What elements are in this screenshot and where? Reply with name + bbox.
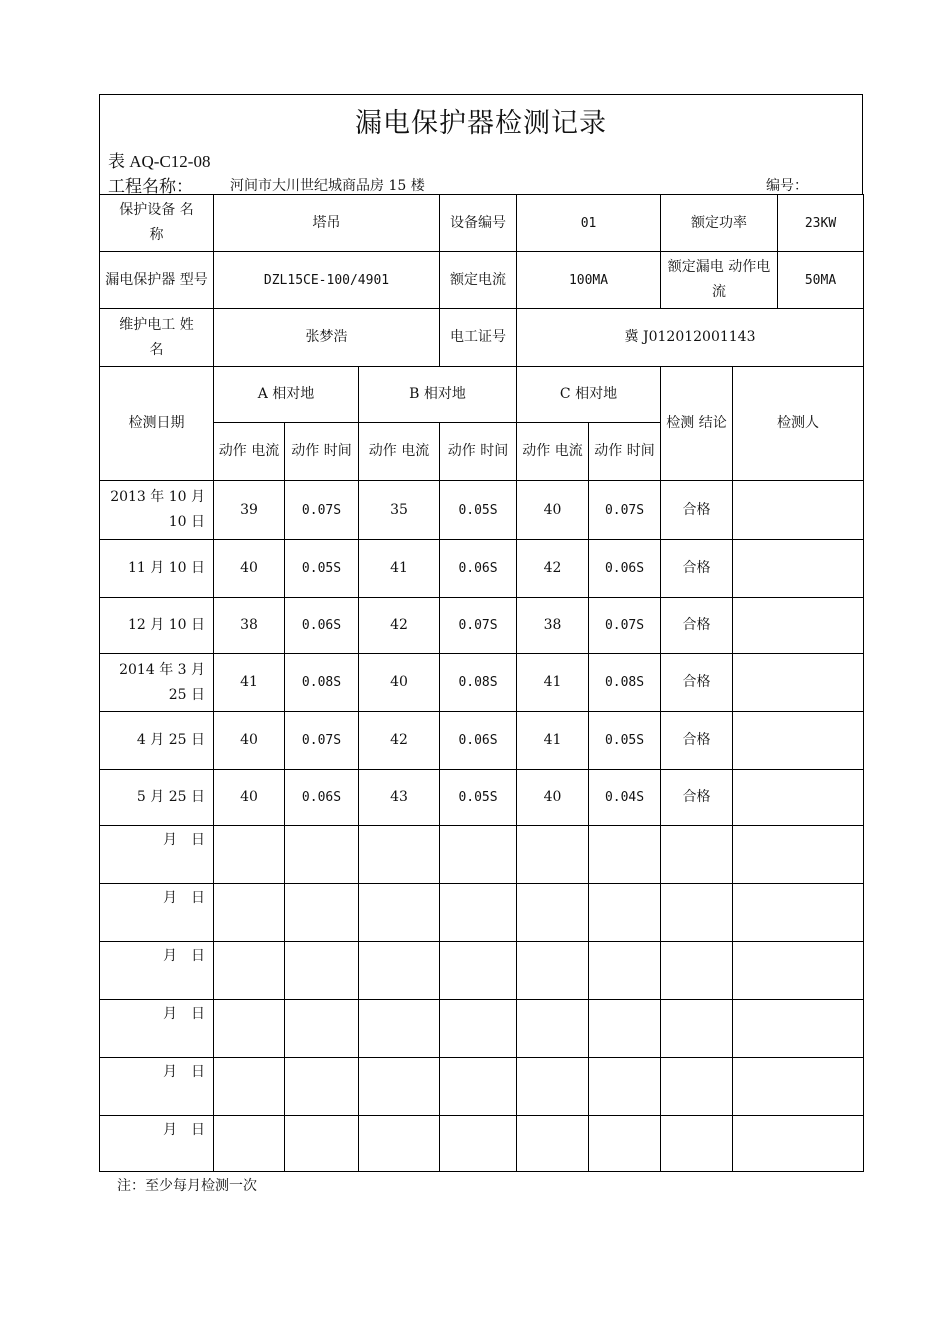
phase-a-time-cell: 0.07S (285, 481, 359, 540)
phase-b-current-header: 动作 电流 (359, 423, 440, 481)
date-cell: 月 日 (100, 1058, 214, 1116)
phase-a-time-cell: 0.07S (285, 712, 359, 770)
phase-a-current-cell: 38 (214, 598, 285, 654)
phase-b-current-cell: 35 (359, 481, 440, 540)
phase-a-current-cell (214, 884, 285, 942)
result-cell: 合格 (661, 654, 733, 712)
project-value: 河间市大川世纪城商品房 15 楼 (230, 178, 425, 194)
table-row (100, 481, 864, 540)
result-cell: 合格 (661, 598, 733, 654)
phase-b-time-cell: 0.07S (440, 598, 517, 654)
page-title: 漏电保护器检测记录 (355, 108, 607, 139)
phase-a-current-cell: 40 (214, 712, 285, 770)
leak-current-value: 50MA (778, 252, 864, 309)
result-cell (661, 826, 733, 884)
phase-a-current-cell (214, 942, 285, 1000)
phase-a-time-cell: 0.06S (285, 598, 359, 654)
phase-a-time-cell: 0.06S (285, 770, 359, 826)
result-cell: 合格 (661, 712, 733, 770)
table-row (100, 770, 864, 826)
rated-current-value: 100MA (517, 252, 661, 309)
phase-b-time-cell: 0.05S (440, 770, 517, 826)
phase-b-current-cell (359, 942, 440, 1000)
device-name-value: 塔吊 (214, 195, 440, 252)
phase-c-time-cell: 0.06S (589, 540, 661, 598)
result-cell: 合格 (661, 770, 733, 826)
date-cell: 2014 年 3 月 25 日 (100, 654, 214, 712)
phase-c-current-header: 动作 电流 (517, 423, 589, 481)
phase-c-time-header: 动作 时间 (589, 423, 661, 481)
phase-c-header: C 相对地 (517, 367, 661, 423)
phase-a-current-cell (214, 1058, 285, 1116)
phase-b-header: B 相对地 (359, 367, 517, 423)
phase-b-time-cell (440, 826, 517, 884)
cert-value: 冀 J012012001143 (517, 309, 864, 367)
phase-c-current-cell: 40 (517, 481, 589, 540)
phase-b-time-cell (440, 1116, 517, 1172)
phase-a-time-cell (285, 942, 359, 1000)
phase-b-current-cell: 42 (359, 712, 440, 770)
phase-c-current-cell (517, 1058, 589, 1116)
phase-c-current-cell (517, 1000, 589, 1058)
electrician-label: 维护电工 姓 名 (100, 309, 214, 367)
phase-a-current-cell: 41 (214, 654, 285, 712)
result-cell (661, 884, 733, 942)
inspector-cell (733, 598, 864, 654)
table-row (100, 942, 864, 1000)
phase-b-time-cell: 0.08S (440, 654, 517, 712)
phase-a-time-cell (285, 1000, 359, 1058)
phase-c-time-cell: 0.04S (589, 770, 661, 826)
inspector-cell (733, 540, 864, 598)
phase-b-time-cell: 0.06S (440, 540, 517, 598)
cert-label: 电工证号 (440, 309, 517, 367)
inspector-cell (733, 1058, 864, 1116)
inspector-header: 检测人 (733, 367, 864, 481)
leak-current-label: 额定漏电 动作电流 (661, 252, 778, 309)
phase-c-current-cell: 41 (517, 712, 589, 770)
table-row (100, 884, 864, 942)
phase-b-time-cell (440, 1058, 517, 1116)
table-row (100, 826, 864, 884)
table-row (100, 598, 864, 654)
date-cell: 月 日 (100, 884, 214, 942)
date-cell: 2013 年 10 月 10 日 (100, 481, 214, 540)
form-header (99, 94, 863, 197)
phase-a-time-cell (285, 826, 359, 884)
device-no-label: 设备编号 (440, 195, 517, 252)
phase-a-current-cell: 40 (214, 770, 285, 826)
device-no-value: 01 (517, 195, 661, 252)
inspector-cell (733, 481, 864, 540)
table-row (100, 540, 864, 598)
phase-b-current-cell (359, 826, 440, 884)
phase-c-current-cell: 38 (517, 598, 589, 654)
phase-c-time-cell (589, 1058, 661, 1116)
conclusion-header: 检测 结论 (661, 367, 733, 481)
result-cell (661, 1058, 733, 1116)
date-cell: 5 月 25 日 (100, 770, 214, 826)
result-cell (661, 1000, 733, 1058)
phase-c-time-cell: 0.05S (589, 712, 661, 770)
phase-c-time-cell: 0.07S (589, 598, 661, 654)
phase-b-time-cell (440, 942, 517, 1000)
result-cell: 合格 (661, 481, 733, 540)
phase-a-time-cell (285, 884, 359, 942)
phase-c-current-cell: 41 (517, 654, 589, 712)
rated-power-label: 额定功率 (661, 195, 778, 252)
phase-c-current-cell (517, 1116, 589, 1172)
phase-b-current-cell: 40 (359, 654, 440, 712)
result-cell (661, 942, 733, 1000)
model-value: DZL15CE-100/4901 (214, 252, 440, 309)
phase-b-time-header: 动作 时间 (440, 423, 517, 481)
rated-power-value: 23KW (778, 195, 864, 252)
phase-c-time-cell: 0.07S (589, 481, 661, 540)
phase-a-current-header: 动作 电流 (214, 423, 285, 481)
phase-c-time-cell (589, 826, 661, 884)
project-label: 工程名称： (108, 177, 193, 197)
phase-a-current-cell: 40 (214, 540, 285, 598)
inspection-table (99, 194, 864, 1172)
date-cell: 月 日 (100, 1000, 214, 1058)
table-row (100, 1000, 864, 1058)
phase-c-time-cell (589, 884, 661, 942)
phase-c-time-cell: 0.08S (589, 654, 661, 712)
device-name-label: 保护设备 名 称 (100, 195, 214, 252)
inspector-cell (733, 884, 864, 942)
phase-b-current-cell (359, 1000, 440, 1058)
inspector-cell (733, 826, 864, 884)
phase-c-current-cell: 40 (517, 770, 589, 826)
table-row (100, 712, 864, 770)
phase-a-time-cell: 0.05S (285, 540, 359, 598)
phase-a-current-cell (214, 1116, 285, 1172)
rated-current-label: 额定电流 (440, 252, 517, 309)
phase-a-time-cell: 0.08S (285, 654, 359, 712)
phase-b-time-cell (440, 884, 517, 942)
phase-c-current-cell (517, 884, 589, 942)
result-cell: 合格 (661, 540, 733, 598)
result-cell (661, 1116, 733, 1172)
date-cell: 月 日 (100, 826, 214, 884)
inspector-cell (733, 654, 864, 712)
inspector-cell (733, 1000, 864, 1058)
phase-b-time-cell: 0.05S (440, 481, 517, 540)
phase-b-current-cell: 43 (359, 770, 440, 826)
phase-b-time-cell (440, 1000, 517, 1058)
footnote: 注：至少每月检测一次 (117, 1178, 257, 1194)
date-header: 检测日期 (100, 367, 214, 481)
phase-b-current-cell (359, 1058, 440, 1116)
phase-a-time-cell (285, 1058, 359, 1116)
phase-b-current-cell (359, 884, 440, 942)
phase-c-time-cell (589, 942, 661, 1000)
table-row (100, 654, 864, 712)
inspector-cell (733, 770, 864, 826)
table-row (100, 1116, 864, 1172)
phase-a-time-cell (285, 1116, 359, 1172)
phase-c-current-cell (517, 826, 589, 884)
date-cell: 月 日 (100, 942, 214, 1000)
date-cell: 月 日 (100, 1116, 214, 1172)
table-row (100, 1058, 864, 1116)
electrician-value: 张梦浩 (214, 309, 440, 367)
phase-c-time-cell (589, 1000, 661, 1058)
phase-a-current-cell (214, 1000, 285, 1058)
phase-a-time-header: 动作 时间 (285, 423, 359, 481)
phase-b-current-cell: 42 (359, 598, 440, 654)
inspector-cell (733, 712, 864, 770)
phase-b-current-cell: 41 (359, 540, 440, 598)
date-cell: 11 月 10 日 (100, 540, 214, 598)
phase-c-current-cell (517, 942, 589, 1000)
phase-a-current-cell (214, 826, 285, 884)
phase-a-current-cell: 39 (214, 481, 285, 540)
phase-b-time-cell: 0.06S (440, 712, 517, 770)
model-label: 漏电保护器 型号 (100, 252, 214, 309)
number-label: 编号： (766, 178, 808, 194)
date-cell: 4 月 25 日 (100, 712, 214, 770)
phase-a-header: A 相对地 (214, 367, 359, 423)
phase-c-time-cell (589, 1116, 661, 1172)
form-code: 表 AQ-C12-08 (108, 152, 211, 171)
date-cell: 12 月 10 日 (100, 598, 214, 654)
phase-c-current-cell: 42 (517, 540, 589, 598)
inspector-cell (733, 942, 864, 1000)
inspector-cell (733, 1116, 864, 1172)
phase-b-current-cell (359, 1116, 440, 1172)
